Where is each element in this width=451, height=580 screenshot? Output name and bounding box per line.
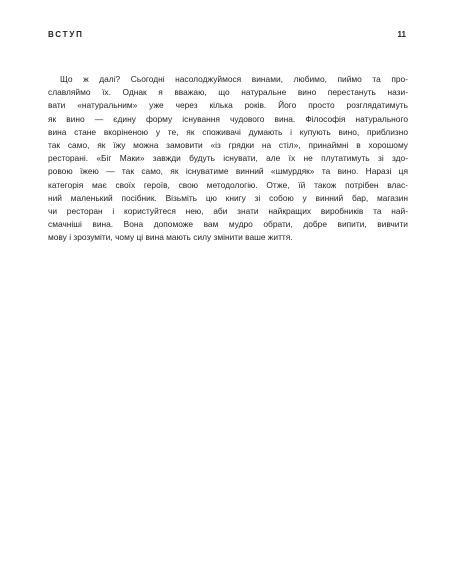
text-line: мову і зрозуміти, чому ці вина мають силу змінити ваше життя. (48, 232, 293, 243)
text-line: як вино — єдину форму існування чудового вина. Філософія натурального (48, 113, 408, 124)
text-line: ресторані. «Біг Маки» завжди будуть існувати, але їх не плутатимуть зі здо- (48, 153, 408, 164)
text-line: так само, як їжу можна замовити «із грядки на стіл», принаймні в хорошому (48, 140, 408, 151)
text-line: смачніші вина. Вона допоможе вам мудро обрати, добре випити, вивчити (48, 219, 408, 230)
page-number: 11 (397, 30, 406, 39)
text-line: славляймо їх. Однак я вважаю, що натуральне вино перестануть нази- (48, 87, 408, 98)
body-paragraph (48, 73, 408, 245)
text-line: ний маленький посібник. Візьміть цю книгу зі собою у винний бар, магазин (48, 192, 408, 203)
text-line: вати «натуральним» уже через кілька років. Його просто розглядатимуть (48, 100, 408, 111)
text-line: ровою їжею — так само, як існуватиме винний «шмурдяк» та вино. Наразі ця (48, 166, 408, 177)
section-title: ВСТУП (48, 30, 84, 39)
text-line: чи ресторан і користуйтеся нею, аби знати найкращих виробників та най- (48, 206, 408, 217)
text-line: Що ж далі? Сьогодні насолоджуймося винами, любимо, пиймо та про- (60, 74, 408, 84)
text-line: категорія має своїх героїв, свою методологію. Отже, їй також потрібен влас- (48, 179, 408, 190)
text-line: вина стане вкоріненою у те, як споживачі думають і купують вино, приблизно (48, 126, 408, 137)
